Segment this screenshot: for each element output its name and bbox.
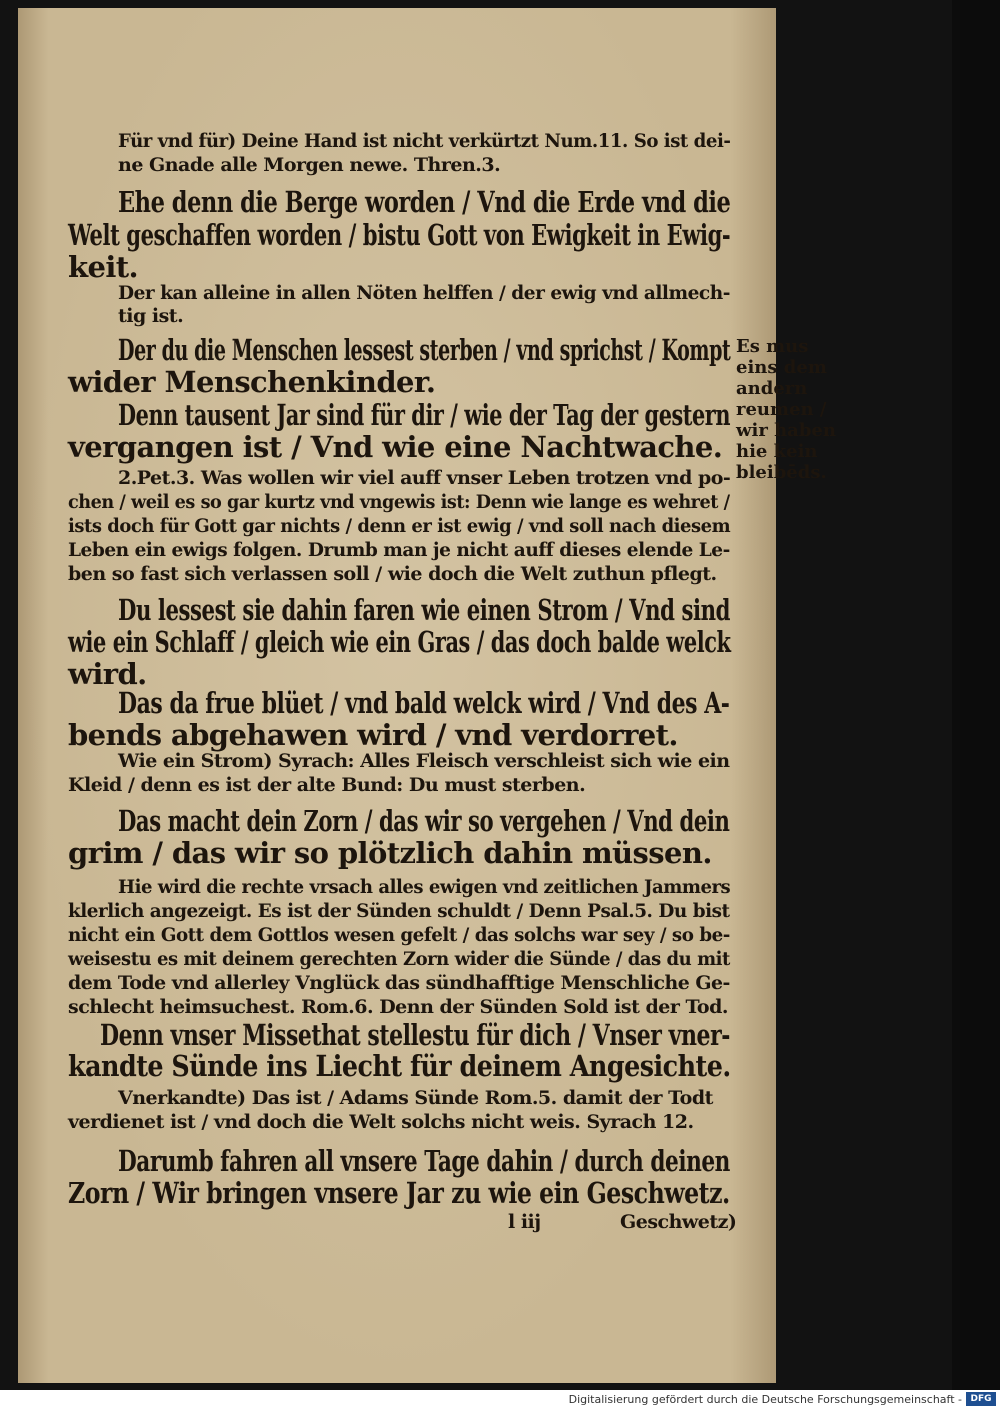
gloss-line: Leben ein ewigs folgen. Drumb man je nicht auff dieses elende Le-: [68, 539, 730, 561]
catchword: Geschwetz): [620, 1211, 737, 1233]
verse-line: Der du die Menschen lessest sterben / vnd sprichst / Kompt: [118, 333, 731, 367]
gloss-line: ne Gnade alle Morgen newe. Thren.3.: [118, 154, 501, 176]
footer-credit: Digitalisierung gefördert durch die Deutsche Forschungsgemeinschaft -: [568, 1393, 962, 1406]
gloss-line: Vnerkandte) Das ist / Adams Sünde Rom.5. damit der Todt: [118, 1087, 713, 1109]
verse-line: wie ein Schlaff / gleich wie ein Gras / das doch balde welck: [68, 625, 731, 659]
book-page: [18, 8, 836, 1383]
gloss-line: klerlich angezeigt. Es ist der Sünden schuldt / Denn Psal.5. Du bist: [68, 900, 730, 922]
gloss-line: Für vnd für) Deine Hand ist nicht verkürtzt Num.11. So ist dei-: [118, 130, 731, 152]
gloss-line: Wie ein Strom) Syrach: Alles Fleisch verschleist sich wie ein: [118, 750, 730, 772]
verse-line: Denn tausent Jar sind für dir / wie der Tag der gestern: [118, 398, 731, 432]
gloss-line: 2.Pet.3. Was wollen wir viel auff vnser Leben trotzen vnd po-: [118, 467, 731, 489]
gloss-line: ben so fast sich verlassen soll / wie doch die Welt zuthun pflegt.: [68, 563, 717, 585]
verse-line: Denn vnser Missethat stellestu für dich / Vnser vner-: [100, 1018, 730, 1052]
verse-line: Das macht dein Zorn / das wir so vergehen / Vnd dein: [118, 804, 730, 838]
gloss-line: schlecht heimsuchest. Rom.6. Denn der Sünden Sold ist der Tod.: [68, 996, 729, 1018]
dfg-logo-icon: DFG: [966, 1392, 996, 1406]
verse-line: keit.: [68, 250, 139, 284]
scan-edge: [952, 0, 1000, 1390]
verse-line: grim / das wir so plötzlich dahin müssen.: [68, 836, 712, 870]
margin-note-line: bleibēds.: [736, 462, 827, 483]
gloss-line: dem Tode vnd allerley Vnglück das sündhafftige Menschliche Ge-: [68, 972, 730, 994]
margin-note: [736, 336, 846, 483]
gloss-line: Der kan alleine in allen Nöten helffen / der ewig vnd allmech-: [118, 282, 730, 304]
verse-line: wird.: [68, 657, 147, 691]
verse-line: kandte Sünde ins Liecht für deinem Angesichte.: [68, 1049, 731, 1083]
verse-line: bends abgehawen wird / vnd verdorret.: [68, 718, 678, 752]
verse-line: Ehe denn die Berge worden / Vnd die Erde vnd die: [118, 185, 731, 219]
verse-line: vergangen ist / Vnd wie eine Nachtwache.: [68, 430, 723, 464]
gloss-line: Kleid / denn es ist der alte Bund: Du must sterben.: [68, 774, 586, 796]
gloss-line: verdienet ist / vnd doch die Welt solchs nicht weis. Syrach 12.: [68, 1111, 694, 1133]
margin-note-line: Es mus: [736, 336, 809, 357]
verse-line: Du lessest sie dahin faren wie einen Strom / Vnd sind: [118, 593, 730, 627]
signature-mark: l iij: [508, 1211, 541, 1233]
gloss-line: Hie wird die rechte vrsach alles ewigen vnd zeitlichen Jammers: [118, 876, 731, 898]
margin-note-line: wir haben: [736, 420, 836, 441]
gloss-line: chen / weil es so gar kurtz vnd vngewis ist: Denn wie lange es wehret /: [68, 491, 730, 513]
verse-line: wider Menschenkinder.: [68, 365, 436, 399]
footer-bar: [0, 1390, 1000, 1409]
verse-line: Zorn / Wir bringen vnsere Jar zu wie ein Geschwetz.: [68, 1176, 730, 1210]
margin-note-line: hie kein: [736, 441, 818, 462]
gloss-line: nicht ein Gott dem Gottlos wesen gefelt / das solchs war sey / so be-: [68, 924, 730, 946]
margin-note-line: eins dem: [736, 357, 827, 378]
gloss-line: tig ist.: [118, 305, 184, 327]
verse-line: Welt geschaffen worden / bistu Gott von Ewigkeit in Ewig-: [68, 218, 731, 252]
gloss-line: ists doch für Gott gar nichts / denn er ist ewig / vnd soll nach diesem: [68, 515, 731, 537]
verse-line: Darumb fahren all vnsere Tage dahin / durch deinen: [118, 1144, 730, 1178]
gloss-line: weisestu es mit deinem gerechten Zorn wider die Sünde / das du mit: [68, 948, 730, 970]
margin-note-line: reumen /: [736, 399, 827, 420]
margin-note-line: andern: [736, 378, 808, 399]
verse-line: Das da frue blüet / vnd bald welck wird / Vnd des A-: [118, 686, 730, 720]
